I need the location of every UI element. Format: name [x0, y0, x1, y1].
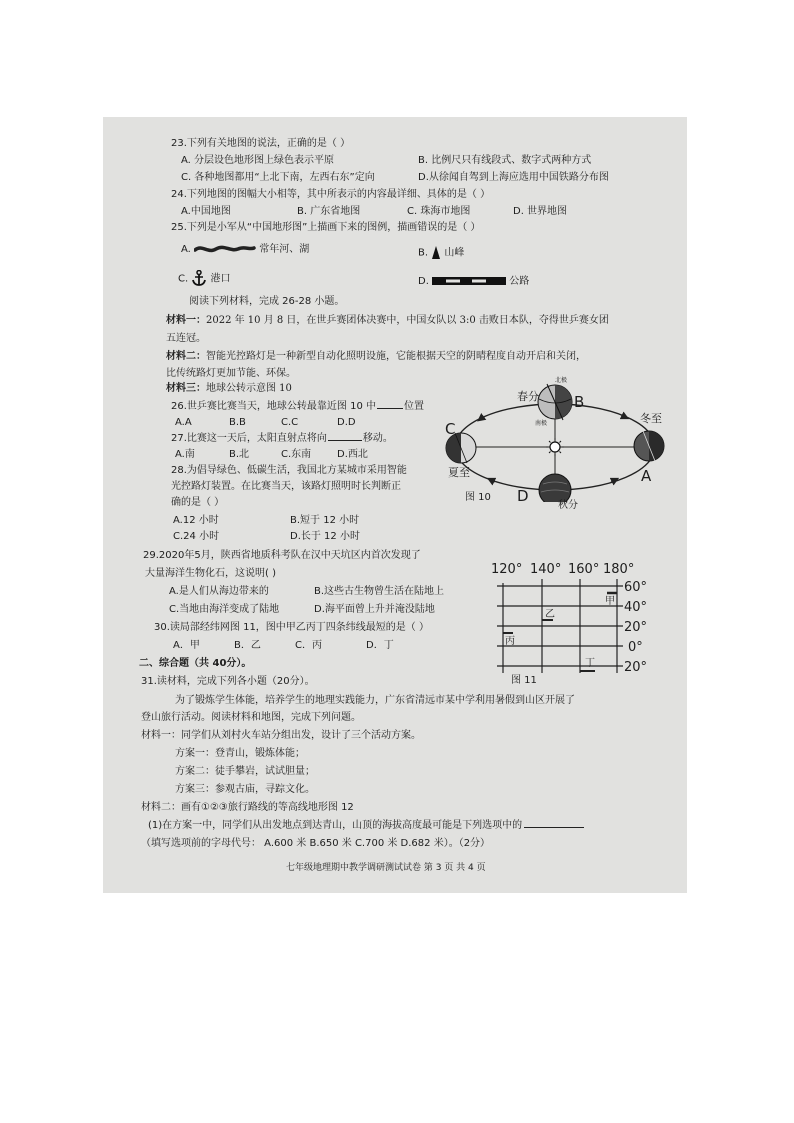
- material-2-line-2: 比传统路灯更加节能、环保。: [166, 368, 296, 379]
- q25-option-d-text: 公路: [509, 276, 530, 287]
- q23-stem: 23.下列有关地图的说法，正确的是（ ）: [171, 138, 351, 149]
- material-2-text: 智能光控路灯是一种新型自动化照明设施，它能根据天空的阴晴程度自动开启和关闭，: [206, 351, 586, 362]
- q24-stem: 24.下列地图的图幅大小相等，其中所表示的内容最详细、具体的是（ ）: [171, 189, 491, 200]
- q28-option-c: C.24 小时: [173, 531, 220, 542]
- q24-option-a: A.中国地图: [181, 206, 231, 217]
- q30-option-b: B．乙: [234, 640, 261, 651]
- label-winter-solstice: 冬至: [640, 412, 662, 425]
- q27-option-b: B.北: [229, 449, 250, 460]
- q31-sub1-text: (1)在方案一中，同学们从出发地点到达青山，山顶的海拔高度最可能是下列选项中的: [148, 820, 523, 831]
- q27-option-c: C.东南: [281, 449, 312, 460]
- q28-line-2: 光控路灯装置。在比赛当天，该路灯照明时长判断正: [171, 481, 401, 492]
- lon-label-160: 160°: [568, 562, 600, 577]
- q29-line-1: 29.2020年5月，陕西省地质科考队在汉中天坑区内首次发现了: [143, 550, 421, 561]
- q26-answer-blank: [377, 408, 403, 409]
- highway-symbol-icon: [432, 276, 506, 286]
- q28-option-d: D.长于 12 小时: [290, 531, 360, 542]
- q26-stem-post: 位置: [404, 401, 424, 412]
- lon-label-140: 140°: [530, 562, 562, 577]
- q31-sub1-line-2: （填写选项前的字母代号： A.600 米 B.650 米 C.700 米 D.682 米）。（2分）: [141, 838, 491, 849]
- q31-sub1-line-1: [148, 819, 584, 833]
- point-a: A: [641, 467, 652, 485]
- q28-line-1: 28.为倡导绿色、低碳生活，我国北方某城市采用智能: [171, 465, 407, 476]
- q31-plan-1: 方案一：登青山，锻炼体能；: [175, 748, 305, 759]
- section-2-title: 二、综合题（共 40分）。: [139, 658, 252, 669]
- page-footer: 七年级地理期中教学调研测试试卷 第 3 页 共 4 页: [286, 863, 486, 873]
- q31-material-1: 材料一：同学们从刘村火车站分组出发，设计了三个活动方案。: [141, 730, 421, 741]
- q30-option-a: A．甲: [173, 640, 200, 651]
- q29-option-a: A.是人们从海边带来的: [169, 586, 269, 597]
- q27-stem-post: 移动。: [362, 433, 393, 444]
- label-autumn-equinox: 秋分: [558, 500, 578, 511]
- q31-material-2: 材料二：画有①②③旅行路线的等高线地形图 12: [141, 802, 354, 813]
- figure-10-caption: 图 10: [465, 492, 491, 503]
- q25-option-b-letter: B.: [418, 247, 429, 259]
- earth-position-b: [538, 384, 572, 420]
- material-1-label: 材料一：: [166, 315, 206, 326]
- point-d: D: [517, 487, 529, 502]
- label-summer-solstice: 夏至: [448, 466, 470, 479]
- material-3-label: 材料三：: [166, 383, 206, 394]
- q25-option-c: [178, 270, 231, 287]
- q25-stem: 25.下列是小军从“中国地形图”上描画下来的图例，描画错误的是（ ）: [171, 222, 481, 233]
- mark-jia: 甲: [605, 596, 615, 607]
- point-c: C: [445, 420, 456, 438]
- q25-option-c-letter: C.: [178, 273, 189, 285]
- q25-option-b-text: 山峰: [444, 247, 465, 259]
- material-1-line-2: 五连冠。: [166, 333, 206, 344]
- earth-position-a: [634, 431, 664, 461]
- q31-intro-line-1: 为了锻炼学生体能，培养学生的地理实践能力，广东省清远市某中学利用暑假到山区开展了: [175, 695, 575, 706]
- q23-option-b: B. 比例尺只有线段式、数字式两种方式: [418, 155, 592, 166]
- anchor-icon: [191, 270, 207, 287]
- q25-option-d: [418, 275, 529, 289]
- q25-option-a-text: 常年河、湖: [259, 244, 310, 255]
- q30-option-d: D．丁: [366, 640, 394, 651]
- q24-option-d: D. 世界地图: [513, 206, 568, 217]
- q25-option-a-letter: A.: [181, 244, 191, 255]
- q27-stem-pre: 27.比赛这一天后，太阳直射点将向: [171, 433, 327, 444]
- q25-option-a: [181, 242, 309, 257]
- q26-option-b: B.B: [229, 417, 246, 428]
- exam-page: [103, 117, 687, 893]
- river-lake-symbol-icon: [194, 242, 256, 256]
- material-2-label: 材料二：: [166, 351, 206, 362]
- mark-ding: 丁: [585, 658, 595, 669]
- label-south-pole: 南极: [535, 420, 548, 427]
- q28-option-b: B.短于 12 小时: [290, 515, 360, 526]
- lat-label-60: 60°: [624, 580, 648, 595]
- lat-label-20s: 20°: [624, 660, 648, 675]
- figure-11-caption: 图 11: [511, 675, 537, 686]
- lon-label-120: 120°: [491, 562, 523, 577]
- q24-option-c: C. 珠海市地图: [407, 206, 471, 217]
- lon-label-180: 180°: [603, 562, 635, 577]
- label-north-pole: 北极: [555, 377, 568, 384]
- q25-option-d-letter: D.: [418, 276, 429, 287]
- lat-label-40: 40°: [624, 600, 648, 615]
- q27-answer-blank: [328, 440, 362, 441]
- material-3-text: 地球公转示意图 10: [206, 383, 292, 394]
- q30-stem: 30.读局部经纬网图 11，图中甲乙丙丁四条纬线最短的是（ ）: [154, 622, 429, 633]
- figure-10-earth-revolution: [443, 372, 675, 502]
- q29-option-b: B.这些古生物曾生活在陆地上: [314, 586, 445, 597]
- q27-option-d: D.西北: [337, 449, 368, 460]
- q30-option-c: C．丙: [295, 640, 322, 651]
- q26-option-d: D.D: [337, 417, 356, 428]
- material-1-line-1: [166, 314, 609, 328]
- q23-option-d: D.从徐闻自驾到上海应选用中国铁路分布图: [418, 172, 609, 183]
- lat-label-0: 0°: [628, 640, 643, 655]
- q23-option-a: A. 分层设色地形图上绿色表示平原: [181, 155, 335, 166]
- earth-position-d: [539, 474, 571, 502]
- mark-yi: 乙: [545, 609, 555, 620]
- mark-bing: 丙: [505, 636, 515, 647]
- q29-option-c: C.当地由海洋变成了陆地: [169, 604, 280, 615]
- figure-11-graticule: [491, 559, 681, 677]
- material-1-text: 2022 年 10 月 8 日，在世乒赛团体决赛中，中国女队以 3:0 击败日本队，夺得世乒赛女团: [206, 315, 609, 326]
- q31-plan-3: 方案三：参观古庙，寻踪文化。: [175, 784, 315, 795]
- q31-intro-line-2: 登山旅行活动。阅读材料和地图，完成下列问题。: [141, 712, 361, 723]
- q26-stem-pre: 26.世乒赛比赛当天，地球公转最靠近图 10 中: [171, 401, 376, 412]
- q25-option-b: [418, 246, 464, 261]
- lat-label-20n: 20°: [624, 620, 648, 635]
- q28-line-3: 确的是（ ）: [171, 497, 225, 508]
- point-b: B: [574, 393, 585, 411]
- q24-option-b: B. 广东省地图: [297, 206, 361, 217]
- q31-plan-2: 方案二：徒手攀岩，试试胆量；: [175, 766, 315, 777]
- material-2-line-1: [166, 350, 586, 364]
- q26-option-c: C.C: [281, 417, 299, 428]
- q31-sub1-answer-blank: [524, 827, 584, 828]
- label-spring-equinox: 春分: [517, 390, 539, 403]
- material-3: [166, 382, 292, 396]
- q29-line-2: 大量海洋生物化石，这说明( ): [145, 568, 276, 579]
- reading-intro: 阅读下列材料，完成 26-28 小题。: [189, 296, 345, 307]
- mountain-peak-icon: [431, 246, 441, 259]
- q28-option-a: A.12 小时: [173, 515, 219, 526]
- q31-stem: 31.读材料，完成下列各小题（20分）。: [141, 676, 315, 687]
- q26-stem: [171, 400, 424, 414]
- q26-option-a: A.A: [175, 417, 192, 428]
- q27-stem: [171, 432, 393, 446]
- q23-option-c: C. 各种地图都用“上北下南，左西右东”定向: [181, 172, 375, 183]
- q25-option-c-text: 港口: [210, 273, 231, 285]
- q27-option-a: A.南: [175, 449, 195, 460]
- q29-option-d: D.海平面曾上升并淹没陆地: [314, 604, 435, 615]
